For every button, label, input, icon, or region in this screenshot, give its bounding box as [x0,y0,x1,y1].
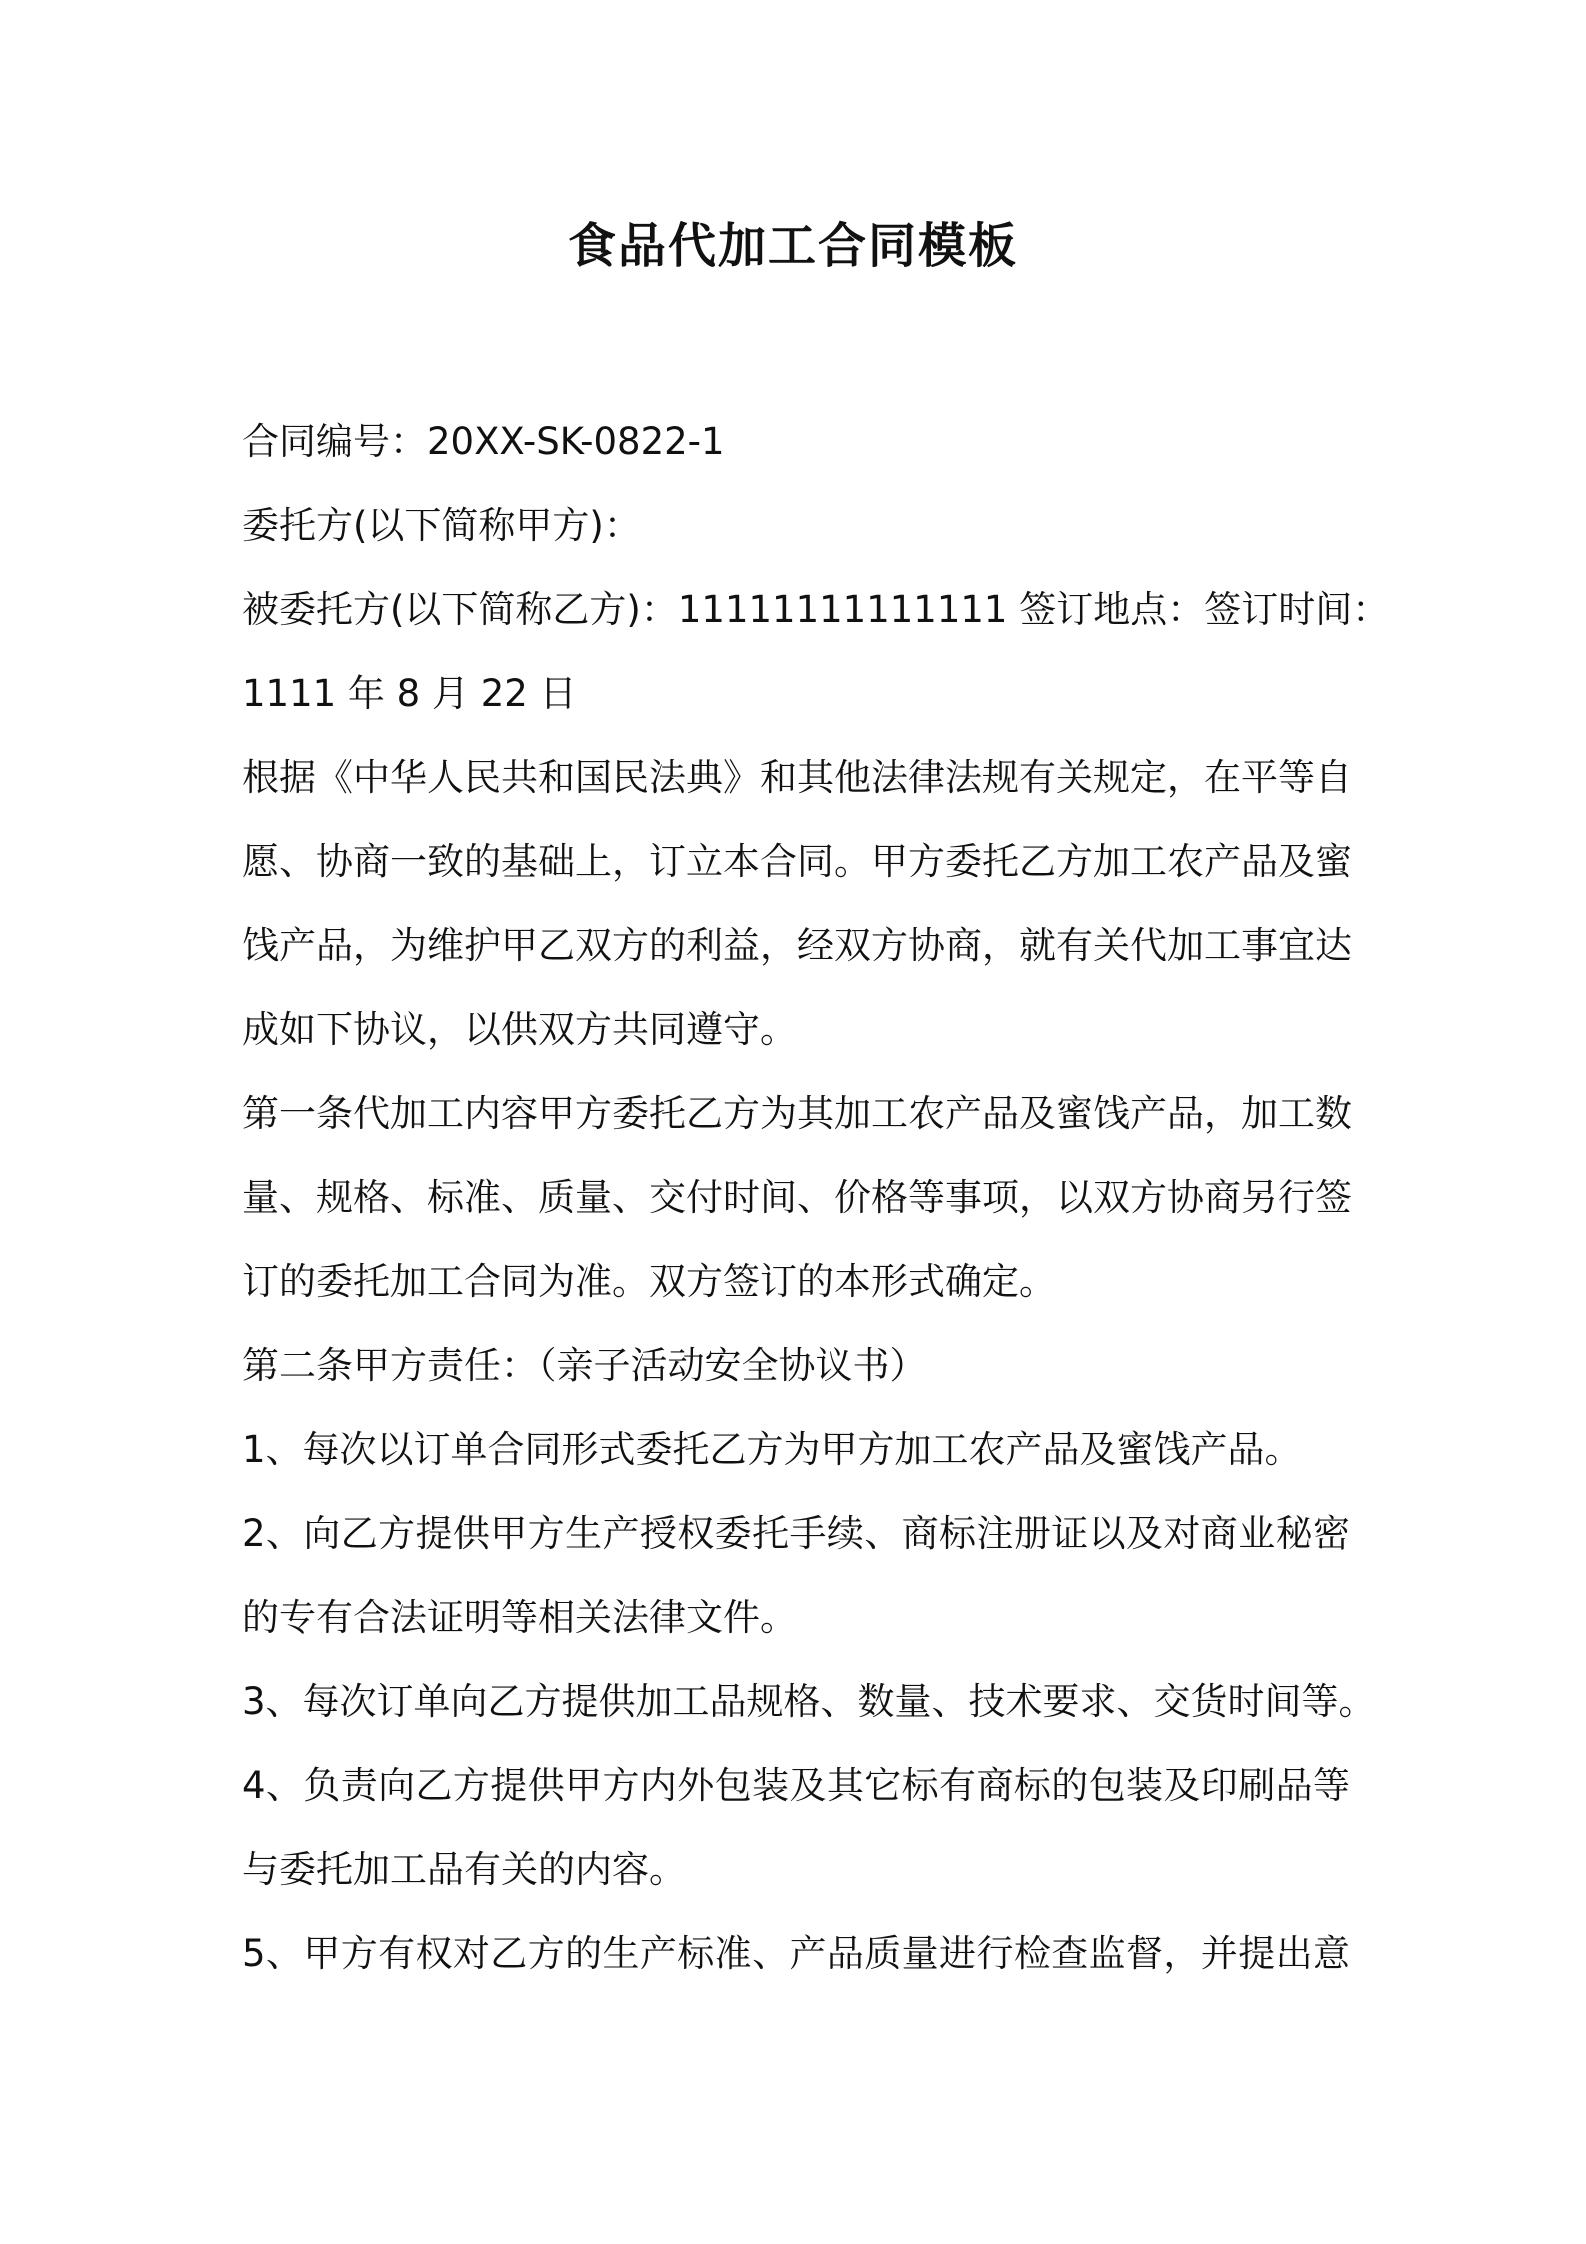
signing-date-line: 1111 年 8 月 22 日 [242,672,577,715]
document-body [242,400,1390,1996]
clause-item-1: 1、每次以订单合同形式委托乙方为甲方加工农产品及蜜饯产品。 [242,1428,1302,1471]
clause-item-4-continued: 与委托加工品有关的内容。 [242,1848,686,1891]
article-one-line: 第一条代加工内容甲方委托乙方为其加工农产品及蜜饯产品，加工数 [242,1092,1352,1135]
clause-item-4: 4、负责向乙方提供甲方内外包装及其它标有商标的包装及印刷品等 [242,1764,1350,1807]
article-one-line: 量、规格、标准、质量、交付时间、价格等事项，以双方协商另行签 [242,1176,1352,1219]
contract-number-line: 合同编号：20XX-SK-0822-1 [242,420,725,463]
preamble-line: 饯产品，为维护甲乙双方的利益，经双方协商，就有关代加工事宜达 [242,924,1352,967]
client-party-line: 委托方(以下简称甲方)： [242,504,641,547]
preamble-line: 根据《中华人民共和国民法典》和其他法律法规有关规定，在平等自 [242,756,1352,799]
preamble-line: 愿、协商一致的基础上，订立本合同。甲方委托乙方加工农产品及蜜 [242,840,1352,883]
contractor-party-line: 被委托方(以下简称乙方)：11111111111111 签订地点：签订时间： [242,588,1390,631]
clause-item-5: 5、甲方有权对乙方的生产标准、产品质量进行检查监督，并提出意 [242,1932,1350,1975]
clause-item-2: 2、向乙方提供甲方生产授权委托手续、商标注册证以及对商业秘密 [242,1512,1350,1555]
article-two-heading: 第二条甲方责任：（亲子活动安全协议书） [242,1344,927,1387]
document-title: 食品代加工合同模板 [567,218,1018,274]
article-one-line: 订的委托加工合同为准。双方签订的本形式确定。 [242,1260,1056,1303]
preamble-line: 成如下协议，以供双方共同遵守。 [242,1008,797,1051]
clause-item-2-continued: 的专有合法证明等相关法律文件。 [242,1596,797,1639]
clause-item-3: 3、每次订单向乙方提供加工品规格、数量、技术要求、交货时间等。 [242,1680,1376,1723]
